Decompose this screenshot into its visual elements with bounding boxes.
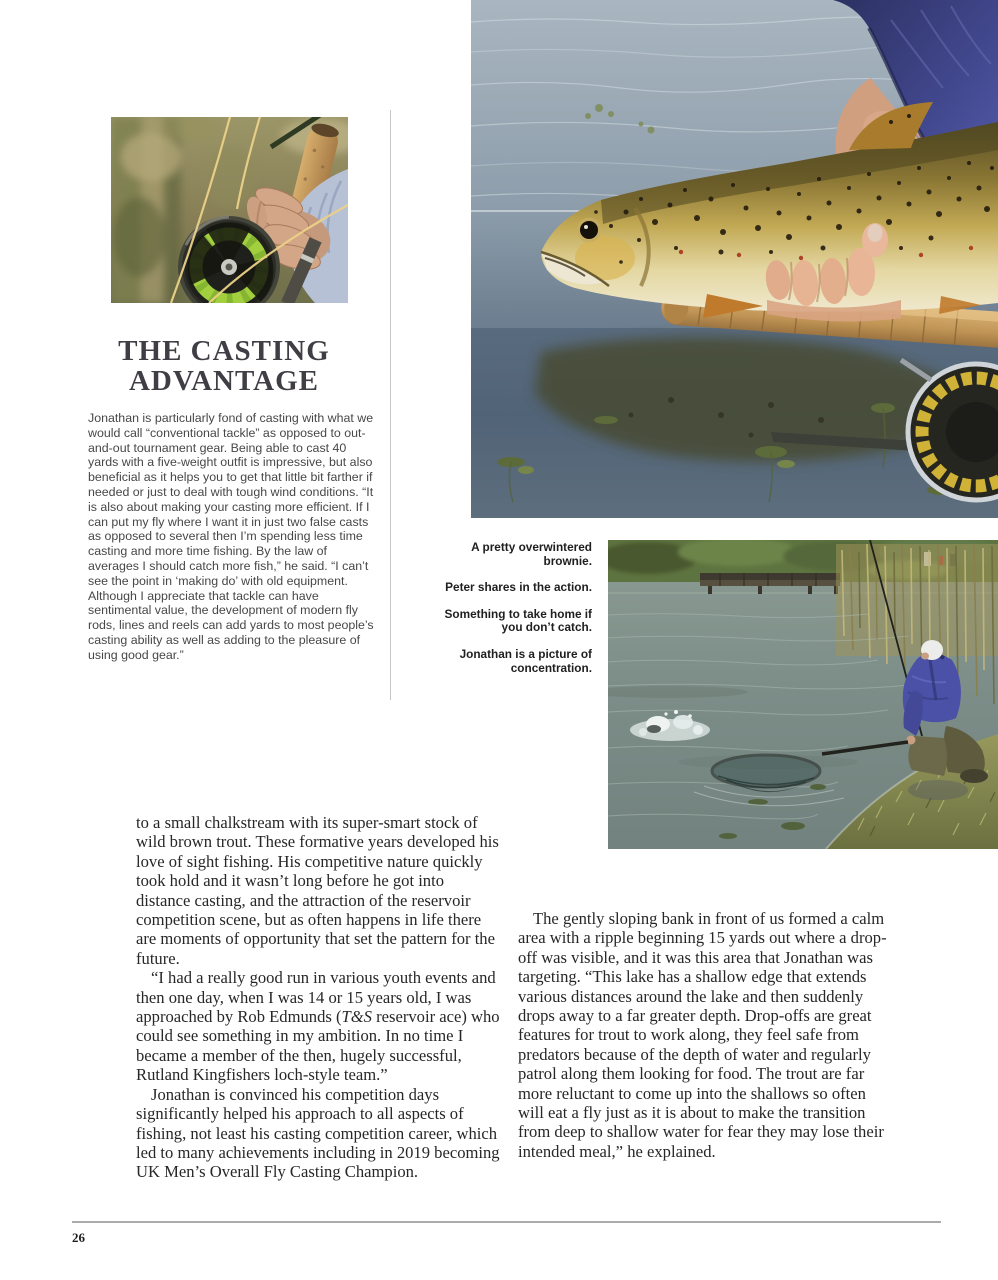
- caption-peter: Peter shares in the action.: [445, 580, 592, 595]
- magazine-title-italic: T&S: [341, 1007, 372, 1027]
- angler-illustration: [608, 540, 998, 849]
- quote-text: reservoir ace) who could see something in my ambition. In no time I became a member of the then, hugely successful, Rutland Kingfishers loch-style team.”: [136, 1007, 500, 1085]
- caption-take-home: Something to take home if you don’t catch.: [444, 606, 592, 635]
- article-column-2: [518, 909, 890, 1161]
- article-paragraph: to a small chalkstream with its super-smart stock of wild brown trout. These formative years developed his love of sight fishing. His competitive nature quickly took hold and it wasn’t long before he got into distance casting, and the attraction of the reservoir competition scene, but as often happens in life there are moments of opportunity that set the pattern for the future.: [136, 813, 499, 968]
- photo-brown-trout: [471, 0, 998, 518]
- brown-trout-illustration: [471, 0, 998, 518]
- caption-concentration: Jonathan is a picture of concentration.: [459, 646, 592, 675]
- photo-angler-netting: [608, 540, 998, 849]
- footer-rule: [72, 1221, 941, 1223]
- photo-captions: [440, 541, 592, 688]
- feature-heading: [76, 336, 372, 396]
- article-column-1: [136, 813, 500, 1182]
- column-divider: [390, 110, 391, 700]
- quote-text: “I had a really good run in various youth events and then one day, when I was 14 or 15 years old, I was approached by Rob Edmunds (: [136, 968, 496, 1027]
- caption-brownie: A pretty overwintered brownie.: [471, 540, 592, 568]
- fly-reel-illustration: [111, 117, 348, 303]
- photo-fly-reel-closeup: [111, 117, 348, 303]
- page-number: 26: [72, 1230, 85, 1245]
- article-paragraph: The gently sloping bank in front of us formed a calm area with a ripple beginning 15 yards out where a drop-off was visible, and it was this area that Jonathan was targeting. “This lake has a shallow edge that extends various distances around the lake and then suddenly drops away to a far greater depth. Drop-offs are great features for trout to work along, they feel safe from predators because of the depth of water and regularly patrol along them looking for food. The trout are far more reluctant to come up into the shallows so often will eat a fly just as it is about to make the transition from deep to shallow water for fear they may lose their intended meal,” he explained.: [518, 909, 887, 1161]
- article-paragraph: Jonathan is convinced his competition days significantly helped his approach to all aspects of fishing, not least his casting competition career, which led to many achievements including in 2019 becoming UK Men’s Overall Fly Casting Champion.: [136, 1084, 500, 1182]
- feature-heading-line2: ADVANTAGE: [128, 365, 319, 397]
- feature-body-text: Jonathan is particularly fond of casting with what we would call “conventional tackle” as opposed to out-and-out tournament gear. Being able to cast 40 yards with a five-weight outfit is impressive, but also beneficial as it helps you to get that little bit farther if needed or just to deal with tough wind conditions. “It is also about making your casting more efficient. If I can put my fly where I want it in just two false casts as opposed to several then I’m spending less time casting and more time fishing. By the law of averages I should catch more fish,” he said. “I can’t see the point in ‘making do’ with old equipment. Although I appreciate that tackle can have sentimental value, the development of modern fly rods, lines and reels can add yards to most people’s casting ability as well as adding to the pleasure of using good gear.”: [88, 411, 374, 662]
- feature-heading-line1: THE CASTING: [118, 335, 330, 367]
- article-paragraph: [136, 968, 500, 1084]
